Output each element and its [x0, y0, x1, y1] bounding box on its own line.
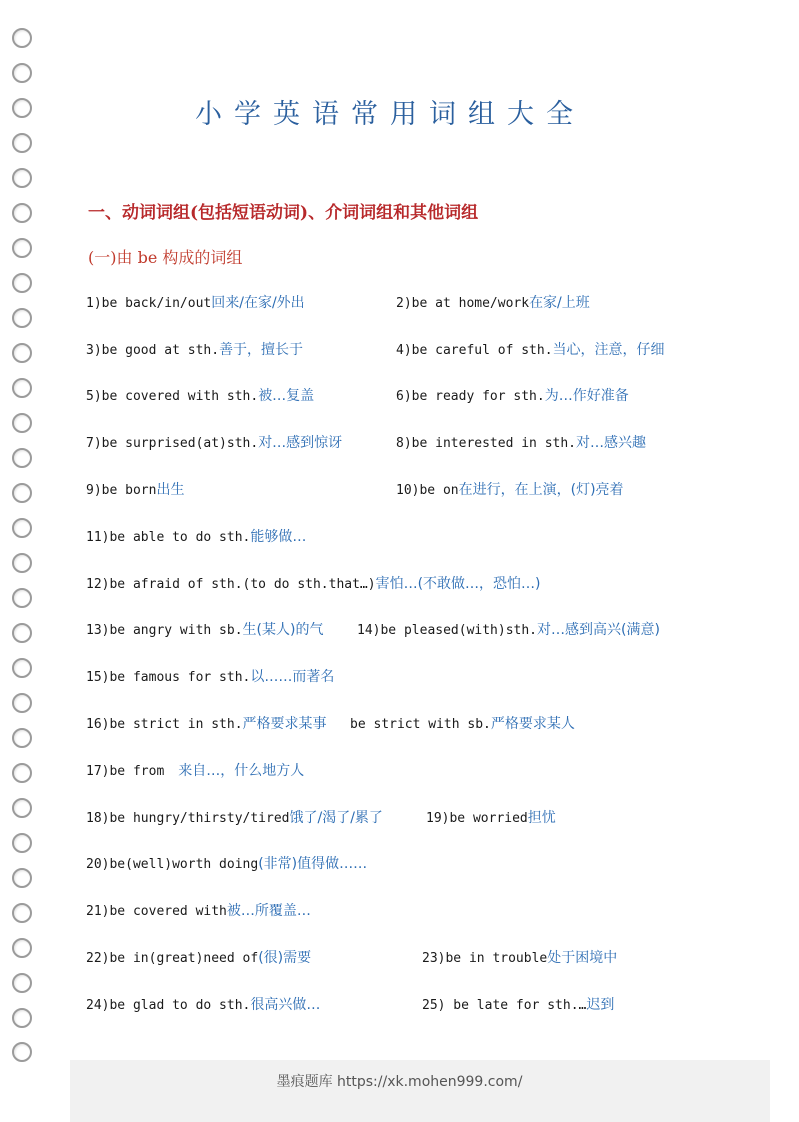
binder-hole [12, 203, 32, 223]
phrase-english: 13)be angry with sb. [86, 623, 243, 638]
phrase-entry [86, 480, 184, 501]
phrase-english: 23)be in trouble [422, 951, 548, 966]
binder-hole [12, 308, 32, 328]
binder-hole [12, 1042, 32, 1062]
binder-hole [12, 973, 32, 993]
phrase-english: 15)be famous for sth. [86, 670, 251, 685]
phrase-entry [86, 854, 367, 875]
phrase-english: 16)be strict in sth. [86, 717, 243, 732]
phrase-english: 8)be interested in sth. [396, 436, 577, 451]
phrase-english: 2)be at home/work [396, 296, 530, 311]
phrase-chinese: 在家/上班 [529, 295, 590, 311]
phrase-english: 20)be(well)worth doing [86, 857, 259, 872]
phrase-chinese: 出生 [156, 482, 185, 498]
phrase-chinese: 生(某人)的气 [242, 622, 324, 638]
phrase-chinese: 饿了/渴了/累了 [289, 810, 383, 826]
binder-hole [12, 378, 32, 398]
phrase-english: 1)be back/in/out [86, 296, 212, 311]
phrase-entry [396, 293, 590, 314]
binder-hole [12, 518, 32, 538]
phrase-english: 12)be afraid of sth.(to do sth.that…) [86, 577, 376, 592]
phrase-entry [86, 901, 311, 922]
sub-heading: (一)由 be 构成的词组 [88, 248, 243, 267]
footer-watermark: 墨痕题库 https://xk.mohen999.com/ [276, 1074, 523, 1090]
page-title: 小学英语常用词组大全 [195, 99, 585, 130]
phrase-chinese: 对…感到惊讶 [258, 435, 343, 451]
binder-hole [12, 693, 32, 713]
binder-hole [12, 168, 32, 188]
binder-hole [12, 868, 32, 888]
phrase-english: 9)be born [86, 483, 157, 498]
section-heading: 一、动词词组(包括短语动词)、介词词组和其他词组 [88, 203, 479, 223]
phrase-chinese: (非常)值得做…… [258, 856, 368, 872]
bottom-band [70, 1060, 770, 1122]
phrase-english: 25) be late for sth.… [422, 998, 587, 1013]
binder-hole [12, 133, 32, 153]
phrase-entry [86, 620, 323, 641]
phrase-english: 5)be covered with sth. [86, 389, 259, 404]
phrase-entry [350, 714, 575, 735]
phrase-english: 21)be covered with [86, 904, 227, 919]
phrase-entry [396, 433, 646, 454]
binder-hole [12, 938, 32, 958]
phrase-english: 17)be from [86, 764, 165, 779]
phrase-chinese: 严格要求某人 [490, 716, 575, 732]
binder-hole [12, 1008, 32, 1028]
phrase-chinese: 对…感到高兴(满意) [537, 622, 660, 638]
binder-hole [12, 343, 32, 363]
phrase-chinese: 以……而著名 [250, 669, 335, 685]
phrase-chinese: (很)需要 [258, 950, 312, 966]
phrase-english: 14)be pleased(with)sth. [357, 623, 538, 638]
phrase-chinese: 被…复盖 [258, 388, 315, 404]
phrase-entry [86, 761, 304, 782]
phrase-entry [86, 808, 383, 829]
binder-hole [12, 833, 32, 853]
phrase-chinese: 能够做… [250, 529, 307, 545]
phrase-entry [86, 574, 541, 595]
phrase-chinese: 在进行，在上演，(灯)亮着 [458, 482, 624, 498]
phrase-chinese: 回来/在家/外出 [211, 295, 305, 311]
phrase-english: be strict with sb. [350, 717, 491, 732]
phrase-entry [86, 433, 342, 454]
phrase-entry [86, 714, 327, 735]
phrase-entry [86, 386, 314, 407]
phrase-entry [396, 386, 629, 407]
binder-hole [12, 553, 32, 573]
binder-hole [12, 483, 32, 503]
phrase-entry [422, 995, 614, 1016]
phrase-chinese: 害怕…(不敢做…，恐怕…) [375, 576, 541, 592]
binder-hole [12, 238, 32, 258]
phrase-entry [396, 340, 665, 361]
phrase-chinese: 来自…，什么地方人 [178, 763, 305, 779]
binder-hole [12, 728, 32, 748]
phrase-english: 6)be ready for sth. [396, 389, 545, 404]
binder-hole [12, 63, 32, 83]
phrase-english: 18)be hungry/thirsty/tired [86, 811, 290, 826]
phrase-entry [396, 480, 624, 501]
binder-hole [12, 658, 32, 678]
binder-hole [12, 413, 32, 433]
phrase-english: 24)be glad to do sth. [86, 998, 251, 1013]
phrase-chinese: 被…所覆盖… [226, 903, 311, 919]
phrase-entry [86, 527, 306, 548]
phrase-entry [86, 995, 320, 1016]
phrase-chinese: 很高兴做… [250, 997, 321, 1013]
phrase-chinese: 当心，注意，仔细 [552, 342, 665, 358]
phrase-chinese: 善于，擅长于 [219, 342, 304, 358]
binder-hole [12, 623, 32, 643]
binder-hole [12, 903, 32, 923]
phrase-english: 4)be careful of sth. [396, 343, 553, 358]
phrase-english: 10)be on [396, 483, 459, 498]
binder-hole [12, 588, 32, 608]
phrase-english: 7)be surprised(at)sth. [86, 436, 259, 451]
phrase-english: 3)be good at sth. [86, 343, 220, 358]
phrase-chinese: 为…作好准备 [544, 388, 629, 404]
phrase-chinese: 处于困境中 [547, 950, 618, 966]
phrase-chinese: 担忧 [527, 810, 556, 826]
binder-hole [12, 798, 32, 818]
phrase-english: 22)be in(great)need of [86, 951, 259, 966]
binder-hole [12, 448, 32, 468]
phrase-entry [86, 667, 334, 688]
binder-hole [12, 273, 32, 293]
phrase-entry [422, 948, 617, 969]
phrase-english: 19)be worried [426, 811, 528, 826]
phrase-chinese: 迟到 [586, 997, 615, 1013]
phrase-english: 11)be able to do sth. [86, 530, 251, 545]
phrase-chinese: 对…感兴趣 [576, 435, 647, 451]
phrase-chinese: 严格要求某事 [242, 716, 327, 732]
phrase-entry [86, 948, 311, 969]
binder-hole [12, 763, 32, 783]
phrase-entry [357, 620, 660, 641]
phrase-entry [86, 340, 303, 361]
binder-hole [12, 98, 32, 118]
phrase-entry [426, 808, 556, 829]
phrase-entry [86, 293, 305, 314]
binder-hole [12, 28, 32, 48]
